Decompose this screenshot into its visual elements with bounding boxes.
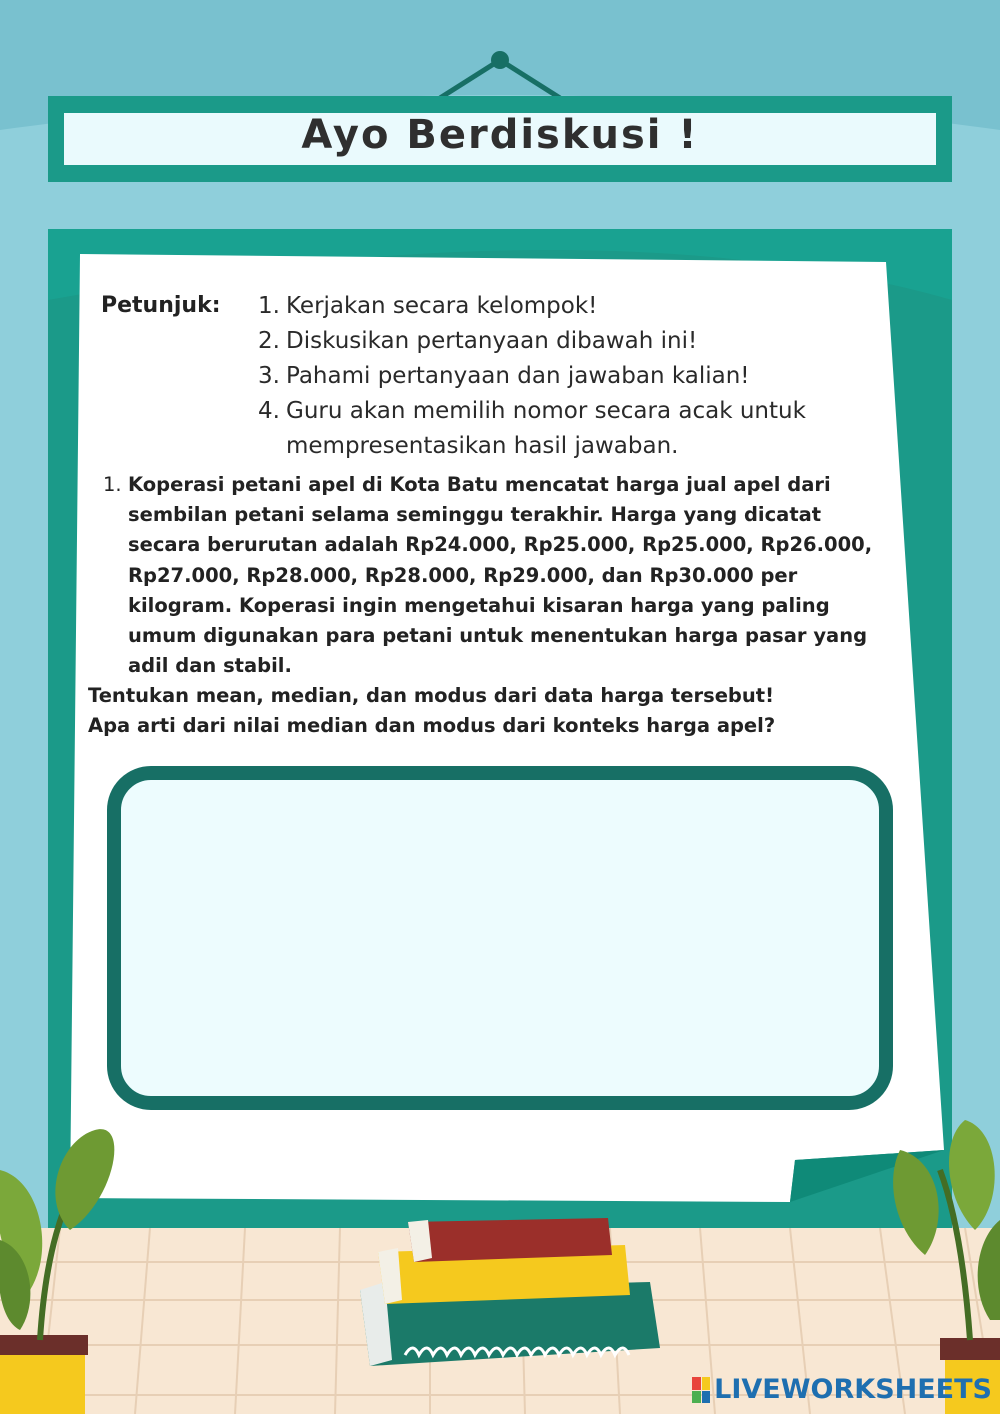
instruction-item bbox=[258, 324, 858, 359]
instruction-number: 3. bbox=[258, 363, 280, 389]
instruction-text: Guru akan memilih nomor secara acak untuk mempresentasikan hasil jawaban. bbox=[286, 398, 806, 459]
instruction-text: Pahami pertanyaan dan jawaban kalian! bbox=[286, 363, 750, 389]
page-title: Ayo Berdiskusi ! bbox=[301, 112, 699, 158]
watermark-text: LIVEWORKSHEETS bbox=[714, 1374, 992, 1405]
instruction-text: Diskusikan pertanyaan dibawah ini! bbox=[286, 328, 698, 354]
question-task-2: Apa arti dari nilai median dan modus dari konteks harga apel? bbox=[88, 714, 776, 737]
instructions-list bbox=[258, 289, 858, 464]
instruction-item bbox=[258, 359, 858, 394]
instruction-number: 4. bbox=[258, 398, 280, 424]
instructions-label: Petunjuk: bbox=[101, 293, 221, 318]
question-block bbox=[103, 470, 893, 681]
answer-box[interactable] bbox=[107, 766, 893, 1110]
question-number: 1. bbox=[103, 473, 122, 496]
watermark bbox=[692, 1372, 992, 1408]
question-text: Koperasi petani apel di Kota Batu mencatat harga jual apel dari sembilan petani selama seminggu terakhir. Harga yang dicatat secara berurutan adalah Rp24.000, Rp25.000, Rp25.000, Rp26.000, Rp27.000, Rp28.000, Rp28.000, Rp29.000, dan Rp30.000 per kilogram. Koperasi ingin mengetahui kisaran harga yang paling umum digunakan para petani untuk menentukan harga pasar yang adil dan stabil. bbox=[128, 473, 873, 678]
instruction-text: Kerjakan secara kelompok! bbox=[286, 293, 598, 319]
instruction-number: 1. bbox=[258, 293, 280, 319]
question-task-1: Tentukan mean, median, dan modus dari data harga tersebut! bbox=[88, 684, 774, 707]
instruction-item bbox=[258, 394, 858, 464]
instruction-item bbox=[258, 289, 858, 324]
instruction-number: 2. bbox=[258, 328, 280, 354]
liveworksheets-logo-icon bbox=[692, 1377, 710, 1403]
